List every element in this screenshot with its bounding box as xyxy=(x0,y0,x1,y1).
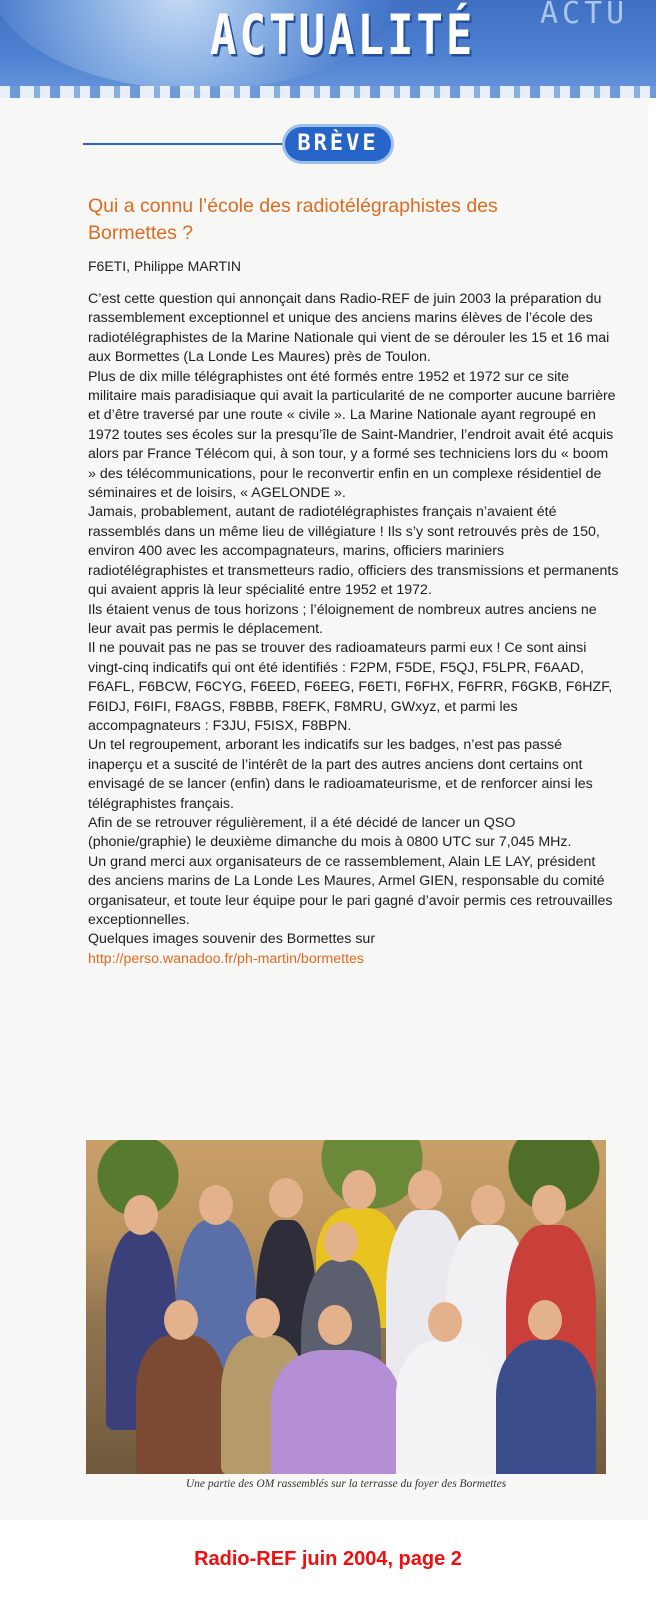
banner-pixel-strip xyxy=(0,86,656,98)
paragraph: Ils étaient venus de tous horizons ; l’éloignement de nombreux autres anciens ne leur avait pas permis le déplacement. xyxy=(88,601,597,637)
section-badge: BRÈVE xyxy=(282,124,394,164)
photo-caption: Une partie des OM rassemblés sur la terrasse du foyer des Bormettes xyxy=(185,1478,507,1490)
banner-ghost-text: ACTU xyxy=(540,0,629,31)
banner-title: ACTUALITÉ xyxy=(210,4,476,68)
banner xyxy=(0,0,656,98)
section-rule xyxy=(83,143,283,145)
paragraph: Quelques images souvenir des Bormettes sur xyxy=(88,931,376,948)
paragraph: Jamais, probablement, autant de radiotélégraphistes français n’avaient été rassemblés dans un même lieu de villégiature ! Ils s’y sont retrouvés près de 150, environ 400 avec les accompagnateurs, marins, officiers mariniers radiotélégraphistes et transmetteurs radio, officiers des transmissions et permanents qui avaient appris là leur spécialité entre 1952 et 1972. xyxy=(88,504,619,599)
paragraph: Un tel regroupement, arborant les indicatifs sur les badges, n’est pas passé inaperçu et a suscité de l’intérêt de la part des autres anciens dont certains ont envisagé de se lancer (enfin) dans le radioamateurisme, et de renforcer ainsi les télégraphistes français. xyxy=(88,737,593,812)
article-body xyxy=(88,290,620,969)
article-title: Qui a connu l’école des radiotélégraphistes des Bormettes ? xyxy=(88,195,498,244)
article-author: F6ETI, Philippe MARTIN xyxy=(88,258,242,274)
bormettes-link[interactable]: http://perso.wanadoo.fr/ph-martin/bormettes xyxy=(88,950,365,967)
paragraph: Un grand merci aux organisateurs de ce rassemblement, Alain LE LAY, président des anciens marins de La Londe Les Maures, Armel GIEN, responsable du comité organisateur, et toute leur équipe pour le pari gagné d’avoir permis ces retrouvailles exceptionnelles. xyxy=(88,853,613,928)
paragraph: C’est cette question qui annonçait dans Radio-REF de juin 2003 la préparation du rassemblement exceptionnel et unique des anciens marins élèves de l’école des radiotélégraphistes de la Marine Nationale qui vient de se dérouler les 15 et 16 mai aux Bormettes (La Londe Les Maures) près de Toulon. xyxy=(88,291,610,366)
paragraph: Afin de se retrouver régulièrement, il a été décidé de lancer un QSO (phonie/graphie) le deuxième dimanche du mois à 0800 UTC sur 7,045 MHz. xyxy=(88,814,572,851)
group-photo xyxy=(86,1140,606,1474)
paragraph: Plus de dix mille télégraphistes ont été formés entre 1952 et 1972 sur ce site militaire mais paradisiaque qui avait la particularité de ne comporter aucune barrière et d’être traversé par une route « civile ». La Marine Nationale ayant regroupé en 1972 toutes ses écoles sur la presqu’île de Saint-Mandrier, l’endroit avait été acquis alors par France Télécom qui, à son tour, y a formé ses techniciens lors du « boom » des télécommunications, pour le reconvertir enfin en un complexe résidentiel de séminaires et de loisirs, « AGELONDE ». xyxy=(88,368,616,502)
footer-source: Radio-REF juin 2004, page 2 xyxy=(194,1548,462,1570)
paragraph: Il ne pouvait pas ne pas se trouver des radioamateurs parmi eux ! Ce sont ainsi vingt-cinq indicatifs qui ont été identifiés : F2PM, F5DE, F5QJ, F5LPR, F6AAD, F6AFL, F6BCW, F6CYG, F6EED, F6EEG, F6ETI, F6FHX, F6FRR, F6GKB, F6HZF, F6IDJ, F6IFI, F8AGS, F8BBB, F8EFK, F8MRU, GWxyz, et parmi les accompagnateurs : F3JU, F5ISX, F8BPN. xyxy=(88,640,613,734)
